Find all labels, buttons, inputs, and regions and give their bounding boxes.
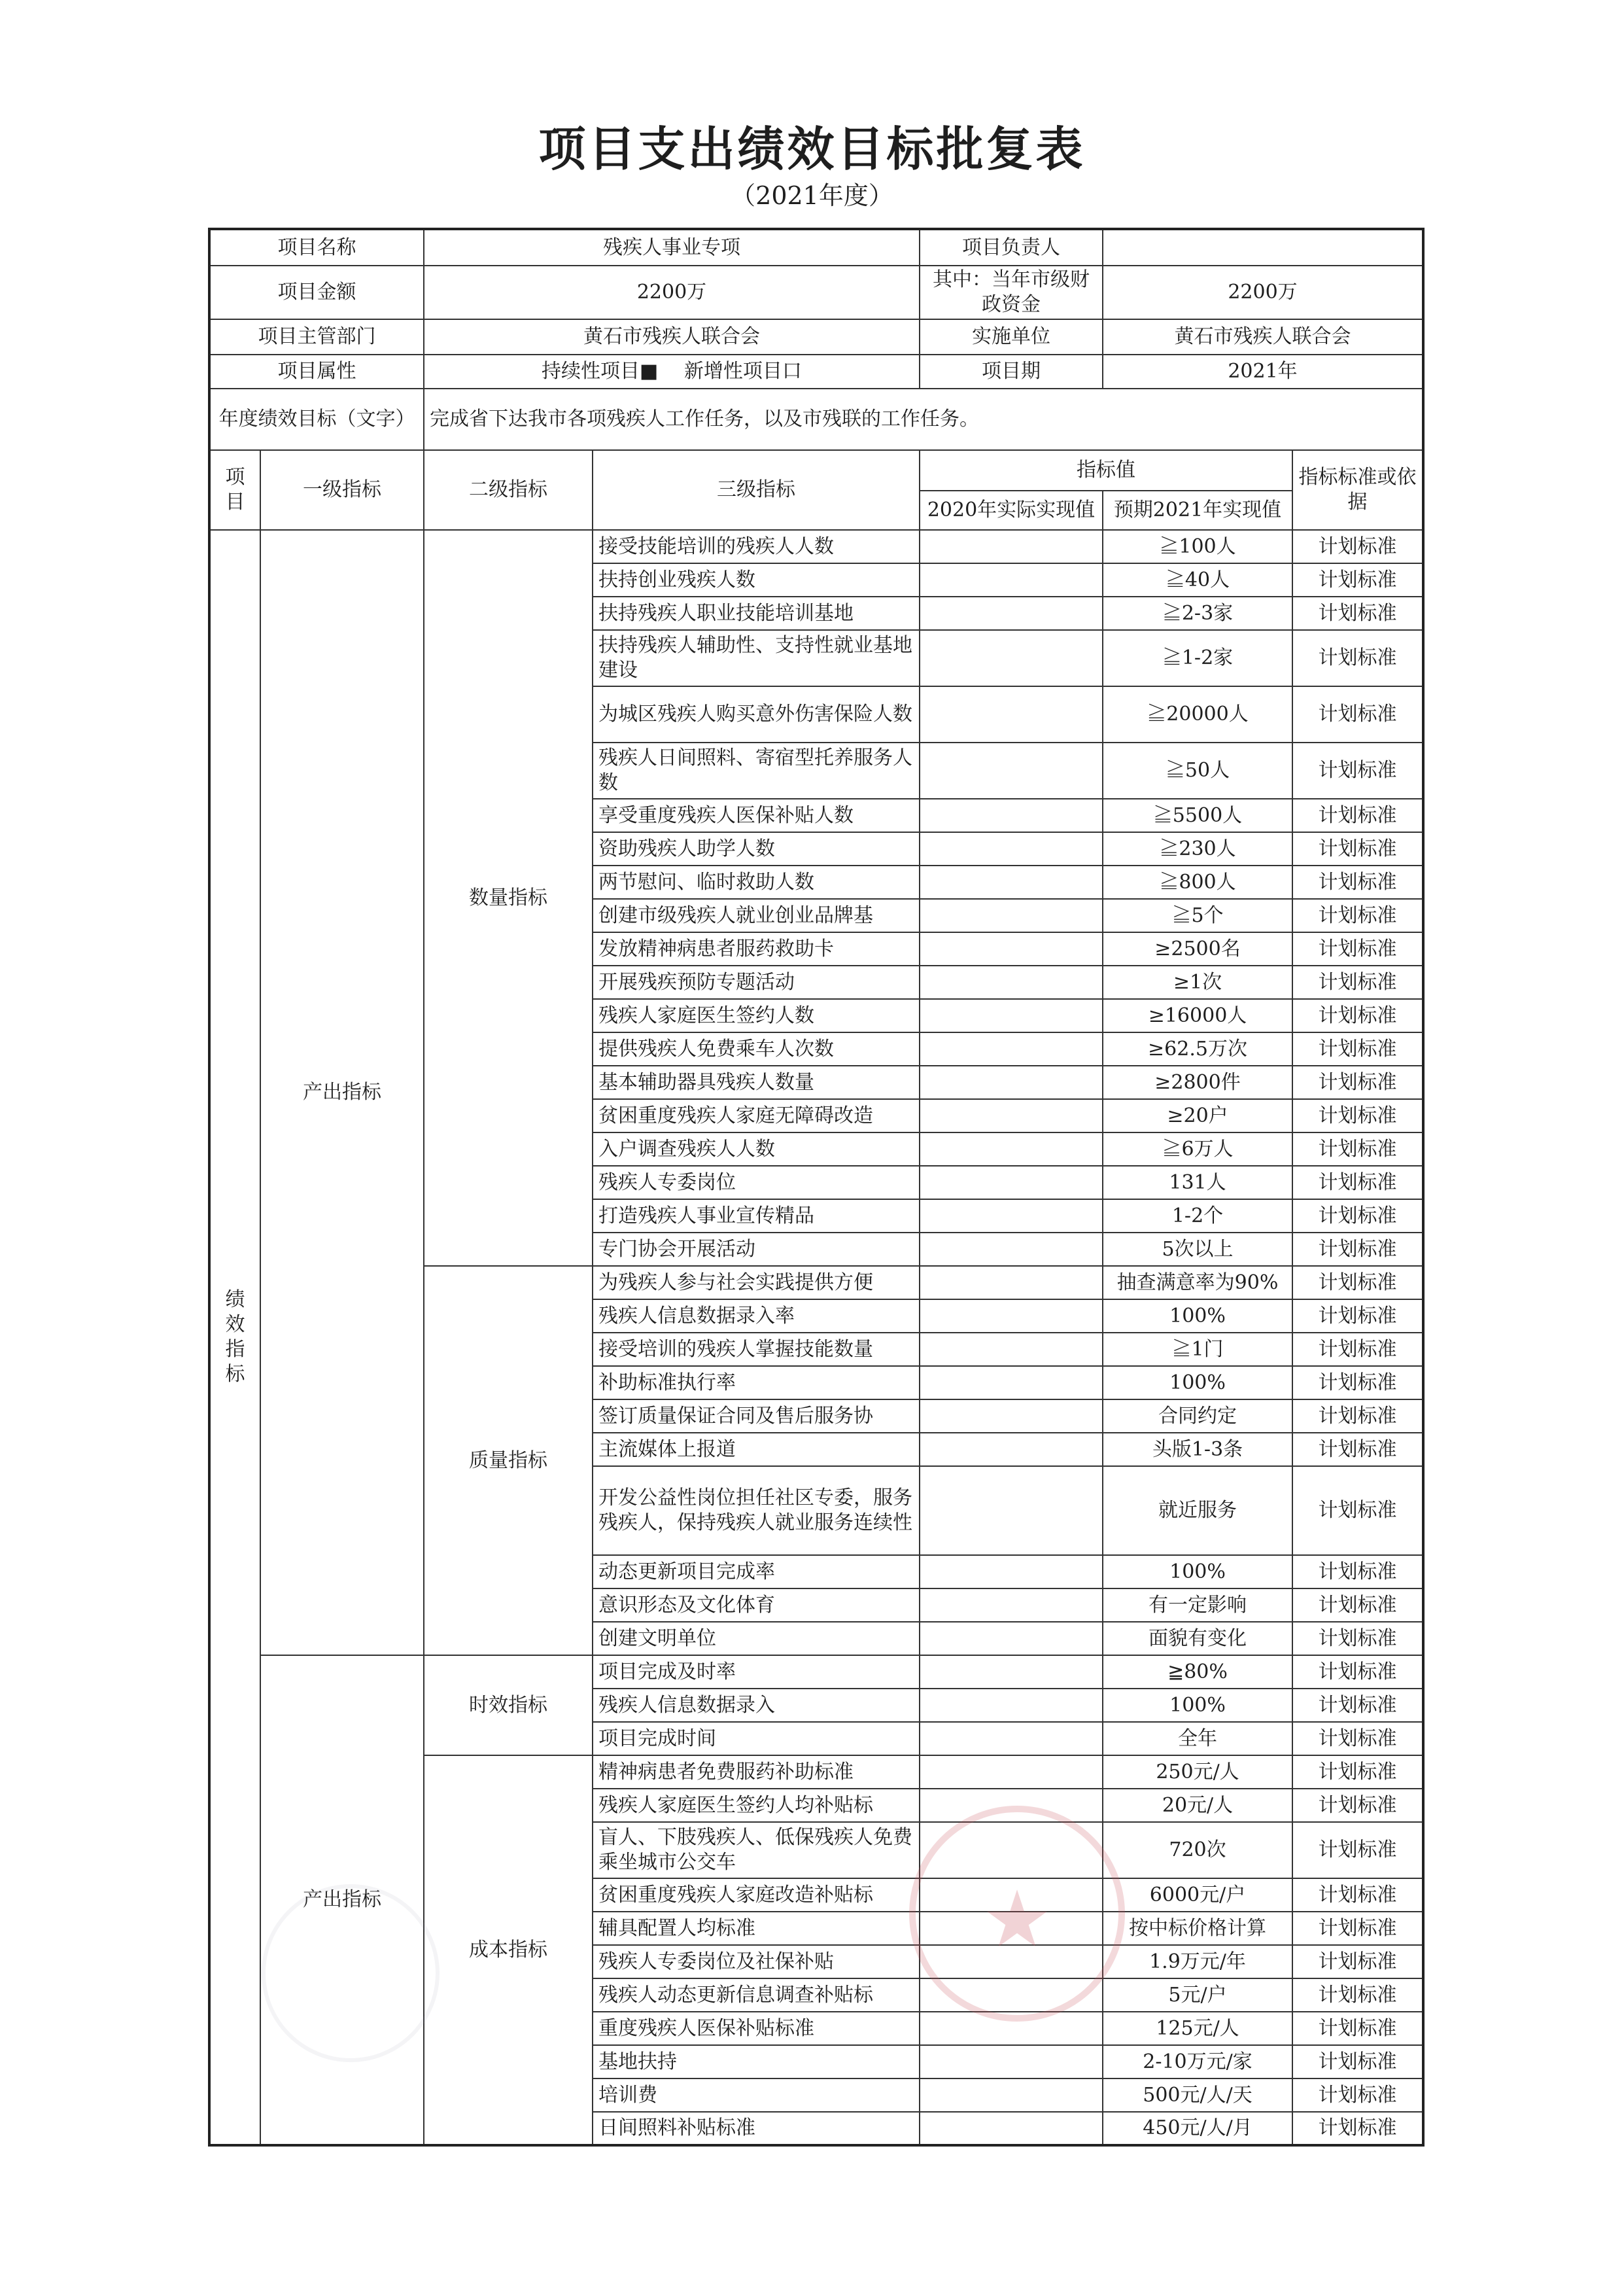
level2-cell: 时效指标 xyxy=(424,1655,593,1755)
expected-2021-value: ≧1-2家 xyxy=(1103,630,1292,686)
basis-value: 计划标准 xyxy=(1292,2112,1423,2145)
level3-name: 残疾人家庭医生签约人数 xyxy=(593,999,920,1032)
level2-cell: 数量指标 xyxy=(424,530,593,1266)
project-cell: 绩效指标 xyxy=(209,530,260,2145)
expected-2021-value: 全年 xyxy=(1103,1722,1292,1755)
actual-2020-value xyxy=(920,899,1103,932)
expected-2021-value: ≧800人 xyxy=(1103,866,1292,899)
page-subtitle: （2021年度） xyxy=(731,181,893,210)
expected-2021-value: ≥2500名 xyxy=(1103,932,1292,966)
dept-value: 黄石市残疾人联合会 xyxy=(424,319,920,355)
actual-2020-value xyxy=(920,2112,1103,2145)
expected-2021-value: 5元/户 xyxy=(1103,1978,1292,2012)
project-name-value: 残疾人事业专项 xyxy=(424,229,920,266)
level3-name: 日间照料补贴标准 xyxy=(593,2112,920,2145)
level3-name: 辅具配置人均标准 xyxy=(593,1912,920,1945)
basis-value: 计划标准 xyxy=(1292,1032,1423,1066)
level3-name: 专门协会开展活动 xyxy=(593,1233,920,1266)
expected-2021-value: 就近服务 xyxy=(1103,1466,1292,1555)
expected-2021-value: 500元/人/天 xyxy=(1103,2078,1292,2112)
level3-name: 享受重度残疾人医保补贴人数 xyxy=(593,799,920,832)
actual-2020-value xyxy=(920,563,1103,597)
basis-value: 计划标准 xyxy=(1292,966,1423,999)
expected-2021-value: ≧230人 xyxy=(1103,832,1292,866)
basis-value: 计划标准 xyxy=(1292,1266,1423,1299)
basis-value: 计划标准 xyxy=(1292,1333,1423,1366)
header-actual-2020: 2020年实际实现值 xyxy=(920,491,1103,530)
level3-name: 残疾人专委岗位及社保补贴 xyxy=(593,1945,920,1978)
level3-name: 盲人、下肢残疾人、低保残疾人免费乘坐城市公交车 xyxy=(593,1822,920,1878)
expected-2021-value: 100% xyxy=(1103,1689,1292,1722)
basis-value: 计划标准 xyxy=(1292,1555,1423,1588)
expected-2021-value: 1-2个 xyxy=(1103,1199,1292,1233)
basis-value: 计划标准 xyxy=(1292,1166,1423,1199)
level3-name: 接受培训的残疾人掌握技能数量 xyxy=(593,1333,920,1366)
level3-name: 重度残疾人医保补贴标准 xyxy=(593,2012,920,2045)
info-row-dept xyxy=(209,319,1423,355)
actual-2020-value xyxy=(920,1233,1103,1266)
actual-2020-value xyxy=(920,999,1103,1032)
expected-2021-value: ≧100人 xyxy=(1103,530,1292,563)
expected-2021-value: 100% xyxy=(1103,1299,1292,1333)
actual-2020-value xyxy=(920,1032,1103,1066)
expected-2021-value: ≧5500人 xyxy=(1103,799,1292,832)
level3-name: 扶持创业残疾人数 xyxy=(593,563,920,597)
faint-seal xyxy=(262,1884,440,2062)
level3-name: 创建文明单位 xyxy=(593,1622,920,1655)
basis-value: 计划标准 xyxy=(1292,1689,1423,1722)
level3-name: 扶持残疾人职业技能培训基地 xyxy=(593,597,920,630)
level3-name: 主流媒体上报道 xyxy=(593,1433,920,1466)
period-value: 2021年 xyxy=(1103,355,1423,389)
expected-2021-value: 131人 xyxy=(1103,1166,1292,1199)
expected-2021-value: 125元/人 xyxy=(1103,2012,1292,2045)
level3-name: 基地扶持 xyxy=(593,2045,920,2078)
expected-2021-value: ≧40人 xyxy=(1103,563,1292,597)
level3-name: 发放精神病患者服药救助卡 xyxy=(593,932,920,966)
table-row xyxy=(209,530,1423,563)
header-expected-2021: 预期2021年实现值 xyxy=(1103,491,1292,530)
basis-value: 计划标准 xyxy=(1292,1878,1423,1912)
basis-value: 计划标准 xyxy=(1292,1945,1423,1978)
expected-2021-value: ≧50人 xyxy=(1103,743,1292,799)
expected-2021-value: 抽查满意率为90% xyxy=(1103,1266,1292,1299)
actual-2020-value xyxy=(920,866,1103,899)
actual-2020-value xyxy=(920,1099,1103,1132)
level1-cell: 产出指标 xyxy=(260,530,424,1655)
header-level1: 一级指标 xyxy=(260,450,424,530)
project-leader-value xyxy=(1103,229,1423,266)
dept-label: 项目主管部门 xyxy=(209,319,424,355)
basis-value: 计划标准 xyxy=(1292,1366,1423,1399)
expected-2021-value: ≧20000人 xyxy=(1103,686,1292,743)
level3-name: 开发公益性岗位担任社区专委，服务残疾人，保持残疾人就业服务连续性 xyxy=(593,1466,920,1555)
actual-2020-value xyxy=(920,2045,1103,2078)
basis-value: 计划标准 xyxy=(1292,799,1423,832)
level3-name: 残疾人日间照料、寄宿型托养服务人数 xyxy=(593,743,920,799)
actual-2020-value xyxy=(920,1299,1103,1333)
level3-name: 入户调查残疾人人数 xyxy=(593,1132,920,1166)
level3-name: 残疾人动态更新信息调查补贴标 xyxy=(593,1978,920,2012)
basis-value: 计划标准 xyxy=(1292,1978,1423,2012)
actual-2020-value xyxy=(920,1166,1103,1199)
expected-2021-value: 有一定影响 xyxy=(1103,1588,1292,1622)
basis-value: 计划标准 xyxy=(1292,686,1423,743)
project-amount-value: 2200万 xyxy=(424,266,920,319)
basis-value: 计划标准 xyxy=(1292,1822,1423,1878)
actual-2020-value xyxy=(920,1689,1103,1722)
level3-name: 培训费 xyxy=(593,2078,920,2112)
expected-2021-value: 合同约定 xyxy=(1103,1399,1292,1433)
header-indicator-value: 指标值 xyxy=(920,450,1292,491)
level3-name: 意识形态及文化体育 xyxy=(593,1588,920,1622)
basis-value: 计划标准 xyxy=(1292,1299,1423,1333)
project-name-label: 项目名称 xyxy=(209,229,424,266)
actual-2020-value xyxy=(920,686,1103,743)
level3-name: 打造残疾人事业宣传精品 xyxy=(593,1199,920,1233)
header-project: 项目 xyxy=(209,450,260,530)
actual-2020-value xyxy=(920,1655,1103,1689)
actual-2020-value xyxy=(920,1588,1103,1622)
actual-2020-value xyxy=(920,630,1103,686)
basis-value: 计划标准 xyxy=(1292,1588,1423,1622)
level3-name: 残疾人家庭医生签约人均补贴标 xyxy=(593,1789,920,1822)
level3-name: 为城区残疾人购买意外伤害保险人数 xyxy=(593,686,920,743)
basis-value: 计划标准 xyxy=(1292,932,1423,966)
attr-value: 持续性项目■ 新增性项目口 xyxy=(424,355,920,389)
basis-value: 计划标准 xyxy=(1292,1622,1423,1655)
actual-2020-value xyxy=(920,1266,1103,1299)
attr-label: 项目属性 xyxy=(209,355,424,389)
project-leader-label: 项目负责人 xyxy=(920,229,1103,266)
performance-table xyxy=(208,228,1425,2147)
unit-label: 实施单位 xyxy=(920,319,1103,355)
expected-2021-value: ≧1门 xyxy=(1103,1333,1292,1366)
basis-value: 计划标准 xyxy=(1292,832,1423,866)
level3-name: 动态更新项目完成率 xyxy=(593,1555,920,1588)
unit-value: 黄石市残疾人联合会 xyxy=(1103,319,1423,355)
goal-value: 完成省下达我市各项残疾人工作任务，以及市残联的工作任务。 xyxy=(424,389,1423,450)
expected-2021-value: 100% xyxy=(1103,1366,1292,1399)
basis-value: 计划标准 xyxy=(1292,1066,1423,1099)
basis-value: 计划标准 xyxy=(1292,630,1423,686)
level3-name: 精神病患者免费服药补助标准 xyxy=(593,1755,920,1789)
expected-2021-value: 按中标价格计算 xyxy=(1103,1912,1292,1945)
basis-value: 计划标准 xyxy=(1292,2045,1423,2078)
level3-name: 创建市级残疾人就业创业品牌基 xyxy=(593,899,920,932)
fund-label: 其中：当年市级财政资金 xyxy=(920,266,1103,319)
expected-2021-value: ≧80% xyxy=(1103,1655,1292,1689)
info-row-attr xyxy=(209,355,1423,389)
basis-value: 计划标准 xyxy=(1292,2078,1423,2112)
actual-2020-value xyxy=(920,1199,1103,1233)
actual-2020-value xyxy=(920,1132,1103,1166)
expected-2021-value: ≧2-3家 xyxy=(1103,597,1292,630)
basis-value: 计划标准 xyxy=(1292,597,1423,630)
basis-value: 计划标准 xyxy=(1292,1755,1423,1789)
expected-2021-value: 5次以上 xyxy=(1103,1233,1292,1266)
expected-2021-value: ≥62.5万次 xyxy=(1103,1032,1292,1066)
level3-name: 两节慰问、临时救助人数 xyxy=(593,866,920,899)
basis-value: 计划标准 xyxy=(1292,1655,1423,1689)
basis-value: 计划标准 xyxy=(1292,1099,1423,1132)
actual-2020-value xyxy=(920,1755,1103,1789)
actual-2020-value xyxy=(920,530,1103,563)
basis-value: 计划标准 xyxy=(1292,1912,1423,1945)
level2-cell: 质量指标 xyxy=(424,1266,593,1655)
actual-2020-value xyxy=(920,1399,1103,1433)
expected-2021-value: 头版1-3条 xyxy=(1103,1433,1292,1466)
level3-name: 开展残疾预防专题活动 xyxy=(593,966,920,999)
basis-value: 计划标准 xyxy=(1292,1789,1423,1822)
basis-value: 计划标准 xyxy=(1292,2012,1423,2045)
level3-name: 残疾人信息数据录入率 xyxy=(593,1299,920,1333)
seal-star-icon: ★ xyxy=(982,1874,1052,1965)
official-seal xyxy=(909,1806,1125,2022)
expected-2021-value: ≥1次 xyxy=(1103,966,1292,999)
level3-name: 提供残疾人免费乘车人次数 xyxy=(593,1032,920,1066)
level3-name: 扶持残疾人辅助性、支持性就业基地建设 xyxy=(593,630,920,686)
header-level3: 三级指标 xyxy=(593,450,920,530)
expected-2021-value: ≥16000人 xyxy=(1103,999,1292,1032)
level3-name: 补助标准执行率 xyxy=(593,1366,920,1399)
info-row-goal xyxy=(209,389,1423,450)
expected-2021-value: 2-10万元/家 xyxy=(1103,2045,1292,2078)
basis-value: 计划标准 xyxy=(1292,1399,1423,1433)
basis-value: 计划标准 xyxy=(1292,1233,1423,1266)
level3-name: 项目完成及时率 xyxy=(593,1655,920,1689)
expected-2021-value: 720次 xyxy=(1103,1822,1292,1878)
level3-name: 为残疾人参与社会实践提供方便 xyxy=(593,1266,920,1299)
level3-name: 签订质量保证合同及售后服务协 xyxy=(593,1399,920,1433)
level3-name: 残疾人信息数据录入 xyxy=(593,1689,920,1722)
info-row-name xyxy=(209,229,1423,266)
header-level2: 二级指标 xyxy=(424,450,593,530)
goal-label: 年度绩效目标（文字） xyxy=(209,389,424,450)
expected-2021-value: 20元/人 xyxy=(1103,1789,1292,1822)
actual-2020-value xyxy=(920,1333,1103,1366)
actual-2020-value xyxy=(920,1433,1103,1466)
expected-2021-value: ≧5个 xyxy=(1103,899,1292,932)
actual-2020-value xyxy=(920,1722,1103,1755)
expected-2021-value: 450元/人/月 xyxy=(1103,2112,1292,2145)
expected-2021-value: ≧6万人 xyxy=(1103,1132,1292,1166)
actual-2020-value xyxy=(920,1555,1103,1588)
period-label: 项目期 xyxy=(920,355,1103,389)
expected-2021-value: ≥20户 xyxy=(1103,1099,1292,1132)
project-amount-label: 项目金额 xyxy=(209,266,424,319)
level2-cell: 成本指标 xyxy=(424,1755,593,2145)
expected-2021-value: 面貌有变化 xyxy=(1103,1622,1292,1655)
basis-value: 计划标准 xyxy=(1292,1433,1423,1466)
header-basis: 指标标准或依据 xyxy=(1292,450,1423,530)
basis-value: 计划标准 xyxy=(1292,1466,1423,1555)
actual-2020-value xyxy=(920,1466,1103,1555)
actual-2020-value xyxy=(920,932,1103,966)
actual-2020-value xyxy=(920,743,1103,799)
basis-value: 计划标准 xyxy=(1292,866,1423,899)
actual-2020-value xyxy=(920,1366,1103,1399)
level3-name: 残疾人专委岗位 xyxy=(593,1166,920,1199)
basis-value: 计划标准 xyxy=(1292,563,1423,597)
actual-2020-value xyxy=(920,832,1103,866)
expected-2021-value: 1.9万元/年 xyxy=(1103,1945,1292,1978)
level1-cell: 产出指标 xyxy=(260,1655,424,2145)
basis-value: 计划标准 xyxy=(1292,899,1423,932)
actual-2020-value xyxy=(920,1622,1103,1655)
table-row xyxy=(209,1655,1423,1689)
expected-2021-value: 250元/人 xyxy=(1103,1755,1292,1789)
basis-value: 计划标准 xyxy=(1292,530,1423,563)
level3-name: 贫困重度残疾人家庭改造补贴标 xyxy=(593,1878,920,1912)
level3-name: 贫困重度残疾人家庭无障碍改造 xyxy=(593,1099,920,1132)
basis-value: 计划标准 xyxy=(1292,743,1423,799)
level3-name: 接受技能培训的残疾人人数 xyxy=(593,530,920,563)
basis-value: 计划标准 xyxy=(1292,1199,1423,1233)
actual-2020-value xyxy=(920,966,1103,999)
expected-2021-value: 100% xyxy=(1103,1555,1292,1588)
fund-value: 2200万 xyxy=(1103,266,1423,319)
basis-value: 计划标准 xyxy=(1292,999,1423,1032)
expected-2021-value: ≥2800件 xyxy=(1103,1066,1292,1099)
page-title: 项目支出绩效目标批复表 xyxy=(538,122,1086,177)
info-row-amount xyxy=(209,266,1423,319)
level3-name: 项目完成时间 xyxy=(593,1722,920,1755)
actual-2020-value xyxy=(920,597,1103,630)
expected-2021-value: 6000元/户 xyxy=(1103,1878,1292,1912)
actual-2020-value xyxy=(920,2078,1103,2112)
basis-value: 计划标准 xyxy=(1292,1722,1423,1755)
level3-name: 基本辅助器具残疾人数量 xyxy=(593,1066,920,1099)
actual-2020-value xyxy=(920,799,1103,832)
header-row-1 xyxy=(209,450,1423,491)
level3-name: 资助残疾人助学人数 xyxy=(593,832,920,866)
actual-2020-value xyxy=(920,1066,1103,1099)
basis-value: 计划标准 xyxy=(1292,1132,1423,1166)
